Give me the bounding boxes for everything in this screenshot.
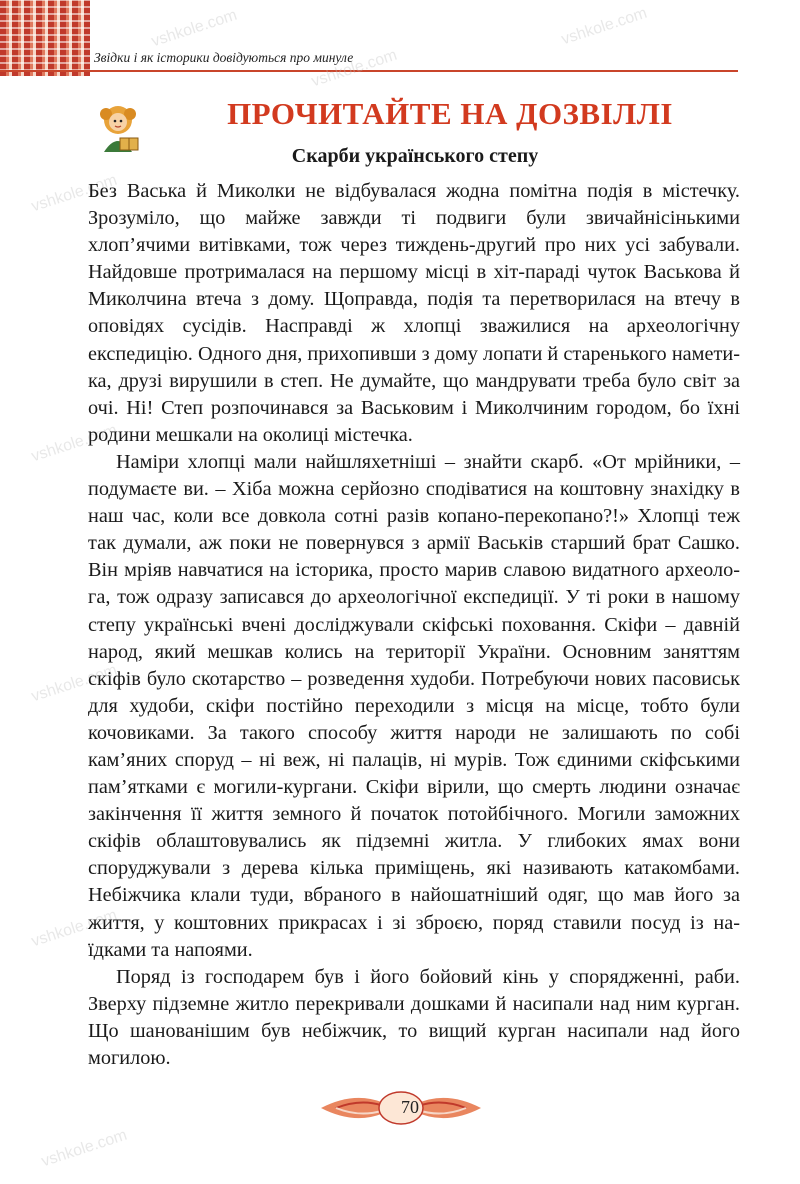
watermark-text: vshkole.com xyxy=(29,661,120,706)
header-rule xyxy=(90,70,738,72)
article-title: Скарби українського степу xyxy=(291,145,539,167)
watermark-text: vshkole.com xyxy=(559,4,650,49)
watermark-text: vshkole.com xyxy=(39,1126,130,1171)
watermark-text: vshkole.com xyxy=(29,906,120,951)
header-rule-left xyxy=(0,70,90,72)
article-paragraph: Без Васька й Миколки не відбувалася жодна помітна подія в містечку. Зрозуміло, що майже завжди ті подвиги були звичайнісінькими хлоп’ячими витівками, тож через тиждень-другий про них усі забували. Найдовше протрималася на першому місці в хіт-параді чуток Васькова й Миколчина втеча з дому. Щоправда, подія та перетворилася на втечу в оповідях сусідів. Насправді ж хлопці зважилися на археологічну експедицію. Одного дня, прихопивши з дому лопати й старенького наметика, друзі вирушили в степ. Не думайте, що мандрувати треба було світ за очі. Ні! Степ розпочинався за Васьковим і Миколчиним городом, бо їхні родини мешкали на околиці містечка. xyxy=(88,180,740,446)
article-paragraph: Наміри хлопці мали найшляхетніші – знайти скарб. «От мрійники, – подумаєте ви. – Хіба можна серйозно сподіватися на коштовну знахідку в наш час, коли все довкола сотні разів копано-перекопано?!» Хлопці теж так думали, аж поки не повернувся з армії Васьків старший брат Сашко. Він мріяв навчатися на історика, просто марив славою видатного археолога, тож одразу записався до археологічної експедиції. У ті роки в нашому степу українські вчені досліджували скіфські поховання. Скіфи – давній народ, який мешкав колись на території України. Основним заняттям скіфів було скотарство – розведення худоби. Потребуючи нових пасовиськ для худоби, скіфи постійно переходили з місця на місце, тобто були кочовиками. За такого способу життя народи не залишають по собі кам’яних споруд – ні веж, ні палаців, ні мурів. Тож єдиними скіфськими пам’ятками є могили-кургани. Скіфи вірили, що смерть людини означає закінчення її життя земного й початок потойбічного. Могили заможних скіфів облаштовувались як підземні житла. У глибоких ямах вони споруджували з дерева кілька приміщень, які називають катакомбами. Небіжчика клали туди, вбраного в найошатніший одяг, що мав його за життя, у коштовних прикрасах і зі зброєю, поряд ставили посуд із наїдками та напоями. xyxy=(88,450,740,961)
corner-folk-ornament xyxy=(0,0,90,76)
watermark-text: vshkole.com xyxy=(309,46,400,91)
section-title: ПРОЧИТАЙТЕ НА ДОЗВІЛЛІ xyxy=(227,96,673,131)
article-body xyxy=(88,178,740,1072)
running-header-text: Звідки і як історики довідуються про минуле xyxy=(94,50,354,65)
article-paragraph: Поряд із господарем був і його бойовий кінь у спорядженні, раби. Зверху підземне житло перекривали дошками й насипали над ним курган. Що шанованішим був небіжчик, то вищий курган насипали над його могилою. xyxy=(88,965,740,1069)
running-header xyxy=(90,46,744,70)
page-number: 70 xyxy=(401,1097,419,1117)
girl-with-book-icon xyxy=(90,100,146,156)
watermark-text: vshkole.com xyxy=(29,171,120,216)
watermark-text: vshkole.com xyxy=(29,421,120,466)
watermark-text: vshkole.com xyxy=(149,6,240,51)
